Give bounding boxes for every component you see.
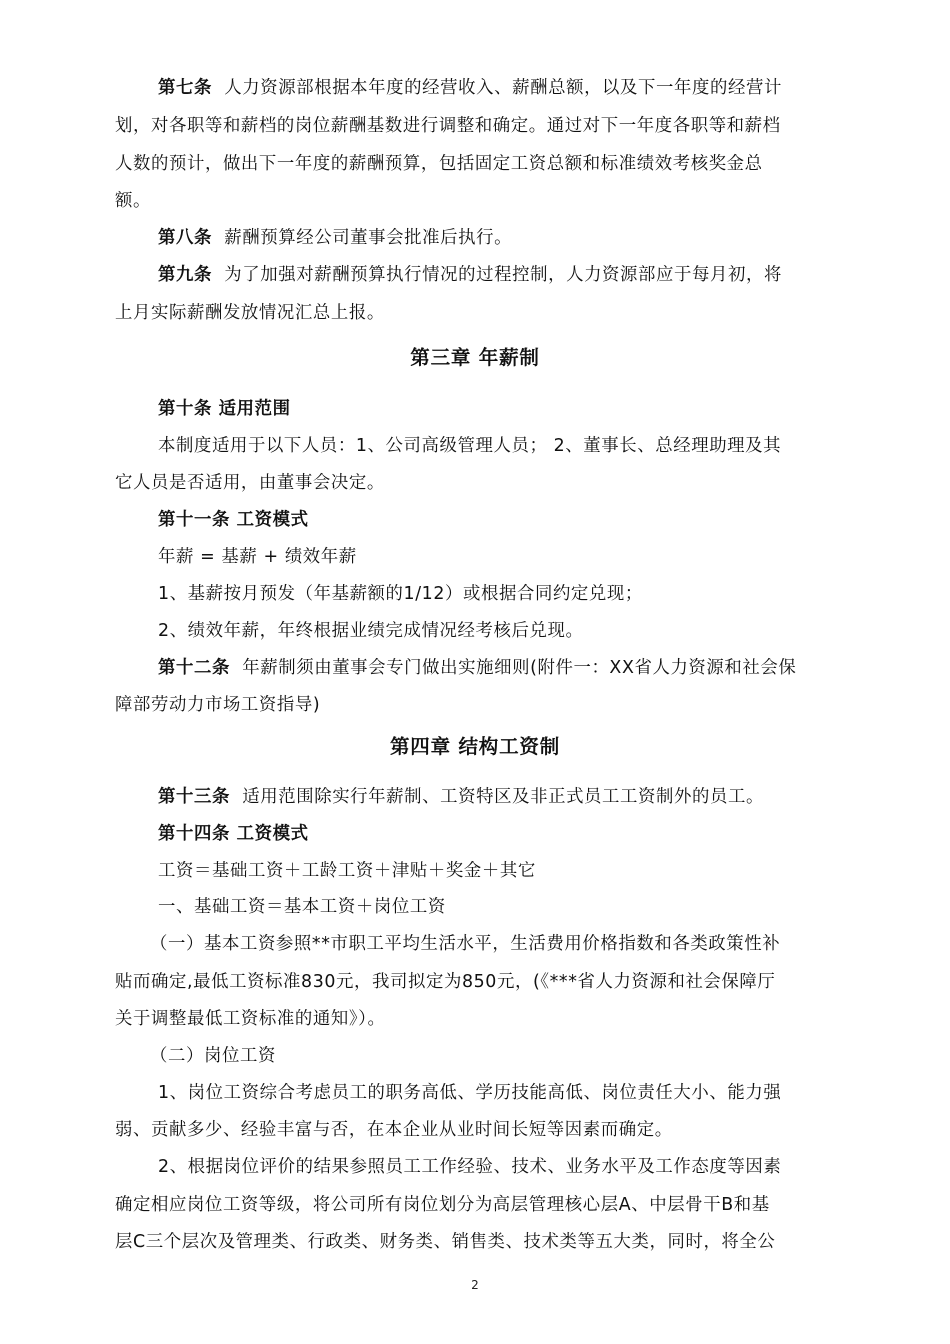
- basic-wage-para-line-1: （一）基本工资参照**市职工平均生活水平，生活费用价格指数和各类政策性补: [150, 934, 781, 954]
- chapter-4-heading: 第四章 结构工资制: [390, 735, 560, 758]
- article-9-text: 为了加强对薪酬预算执行情况的过程控制，人力资源部应于每月初，将: [224, 265, 782, 285]
- section-basic-wage: 一、基础工资＝基本工资＋岗位工资: [158, 897, 446, 917]
- article-12-text: 年薪制须由董事会专门做出实施细则(附件一：XX省人力资源和社会保: [242, 658, 797, 678]
- article-8-text: 薪酬预算经公司董事会批准后执行。: [224, 228, 513, 248]
- article-12-line-1: [158, 656, 796, 680]
- position-wage-item-2-line-3: 层C三个层次及管理类、行政类、财务类、销售类、技术类等五大类，同时，将全公: [115, 1232, 776, 1252]
- article-7-label: 第七条: [158, 78, 212, 98]
- page-number: 2: [471, 1278, 479, 1292]
- article-12-label: 第十二条: [158, 658, 230, 678]
- position-wage-item-1-line-1: 1、岗位工资综合考虑员工的职务高低、学历技能高低、岗位责任大小、能力强: [158, 1083, 782, 1103]
- article-14-formula: 工资＝基础工资＋工龄工资＋津贴＋奖金＋其它: [158, 861, 536, 881]
- article-13-text: 适用范围除实行年薪制、工资特区及非正式员工工资制外的员工。: [242, 787, 764, 807]
- article-9-line-1: [158, 263, 782, 287]
- article-7-line-1: [158, 76, 782, 100]
- position-wage-heading: （二）岗位工资: [150, 1046, 276, 1066]
- article-13-label: 第十三条: [158, 787, 230, 807]
- article-10-line-2: 它人员是否适用，由董事会决定。: [115, 473, 385, 493]
- article-7-text: 人力资源部根据本年度的经营收入、薪酬总额，以及下一年度的经营计: [224, 78, 782, 98]
- article-9-line-2: 上月实际薪酬发放情况汇总上报。: [115, 303, 385, 323]
- article-8-label: 第八条: [158, 228, 212, 248]
- article-12-line-2: 障部劳动力市场工资指导): [115, 695, 321, 715]
- article-10-title: 第十条 适用范围: [158, 399, 291, 419]
- article-11-item-1: 1、基薪按月预发（年基薪额的1/12）或根据合同约定兑现；: [158, 584, 643, 604]
- article-7-line-3: 人数的预计，做出下一年度的薪酬预算，包括固定工资总额和标准绩效考核奖金总: [115, 154, 763, 174]
- article-10-line-1: 本制度适用于以下人员：1、公司高级管理人员； 2、董事长、总经理助理及其: [158, 436, 782, 456]
- position-wage-item-1-line-2: 弱、贡献多少、经验丰富与否，在本企业从业时间长短等因素而确定。: [115, 1120, 673, 1140]
- position-wage-item-2-line-2: 确定相应岗位工资等级，将公司所有岗位划分为高层管理核心层A、中层骨干B和基: [115, 1195, 770, 1215]
- article-13: [158, 785, 764, 809]
- article-11-item-2: 2、绩效年薪，年终根据业绩完成情况经考核后兑现。: [158, 621, 584, 641]
- position-wage-item-2-line-1: 2、根据岗位评价的结果参照员工工作经验、技术、业务水平及工作态度等因素: [158, 1157, 782, 1177]
- basic-wage-para-line-3: 关于调整最低工资标准的通知》）。: [115, 1009, 386, 1029]
- article-11-formula: 年薪 = 基薪 + 绩效年薪: [158, 547, 357, 567]
- article-7-line-4: 额。: [115, 191, 151, 211]
- article-7-line-2: 划，对各职等和薪档的岗位薪酬基数进行调整和确定。通过对下一年度各职等和薪档: [115, 116, 781, 136]
- chapter-3-heading: 第三章 年薪制: [410, 346, 540, 369]
- article-11-title: 第十一条 工资模式: [158, 510, 309, 530]
- article-14-title: 第十四条 工资模式: [158, 824, 309, 844]
- article-8: [158, 226, 512, 250]
- article-9-label: 第九条: [158, 265, 212, 285]
- basic-wage-para-line-2: 贴而确定,最低工资标准830元，我司拟定为850元，(《***省人力资源和社会保障厅: [115, 972, 776, 992]
